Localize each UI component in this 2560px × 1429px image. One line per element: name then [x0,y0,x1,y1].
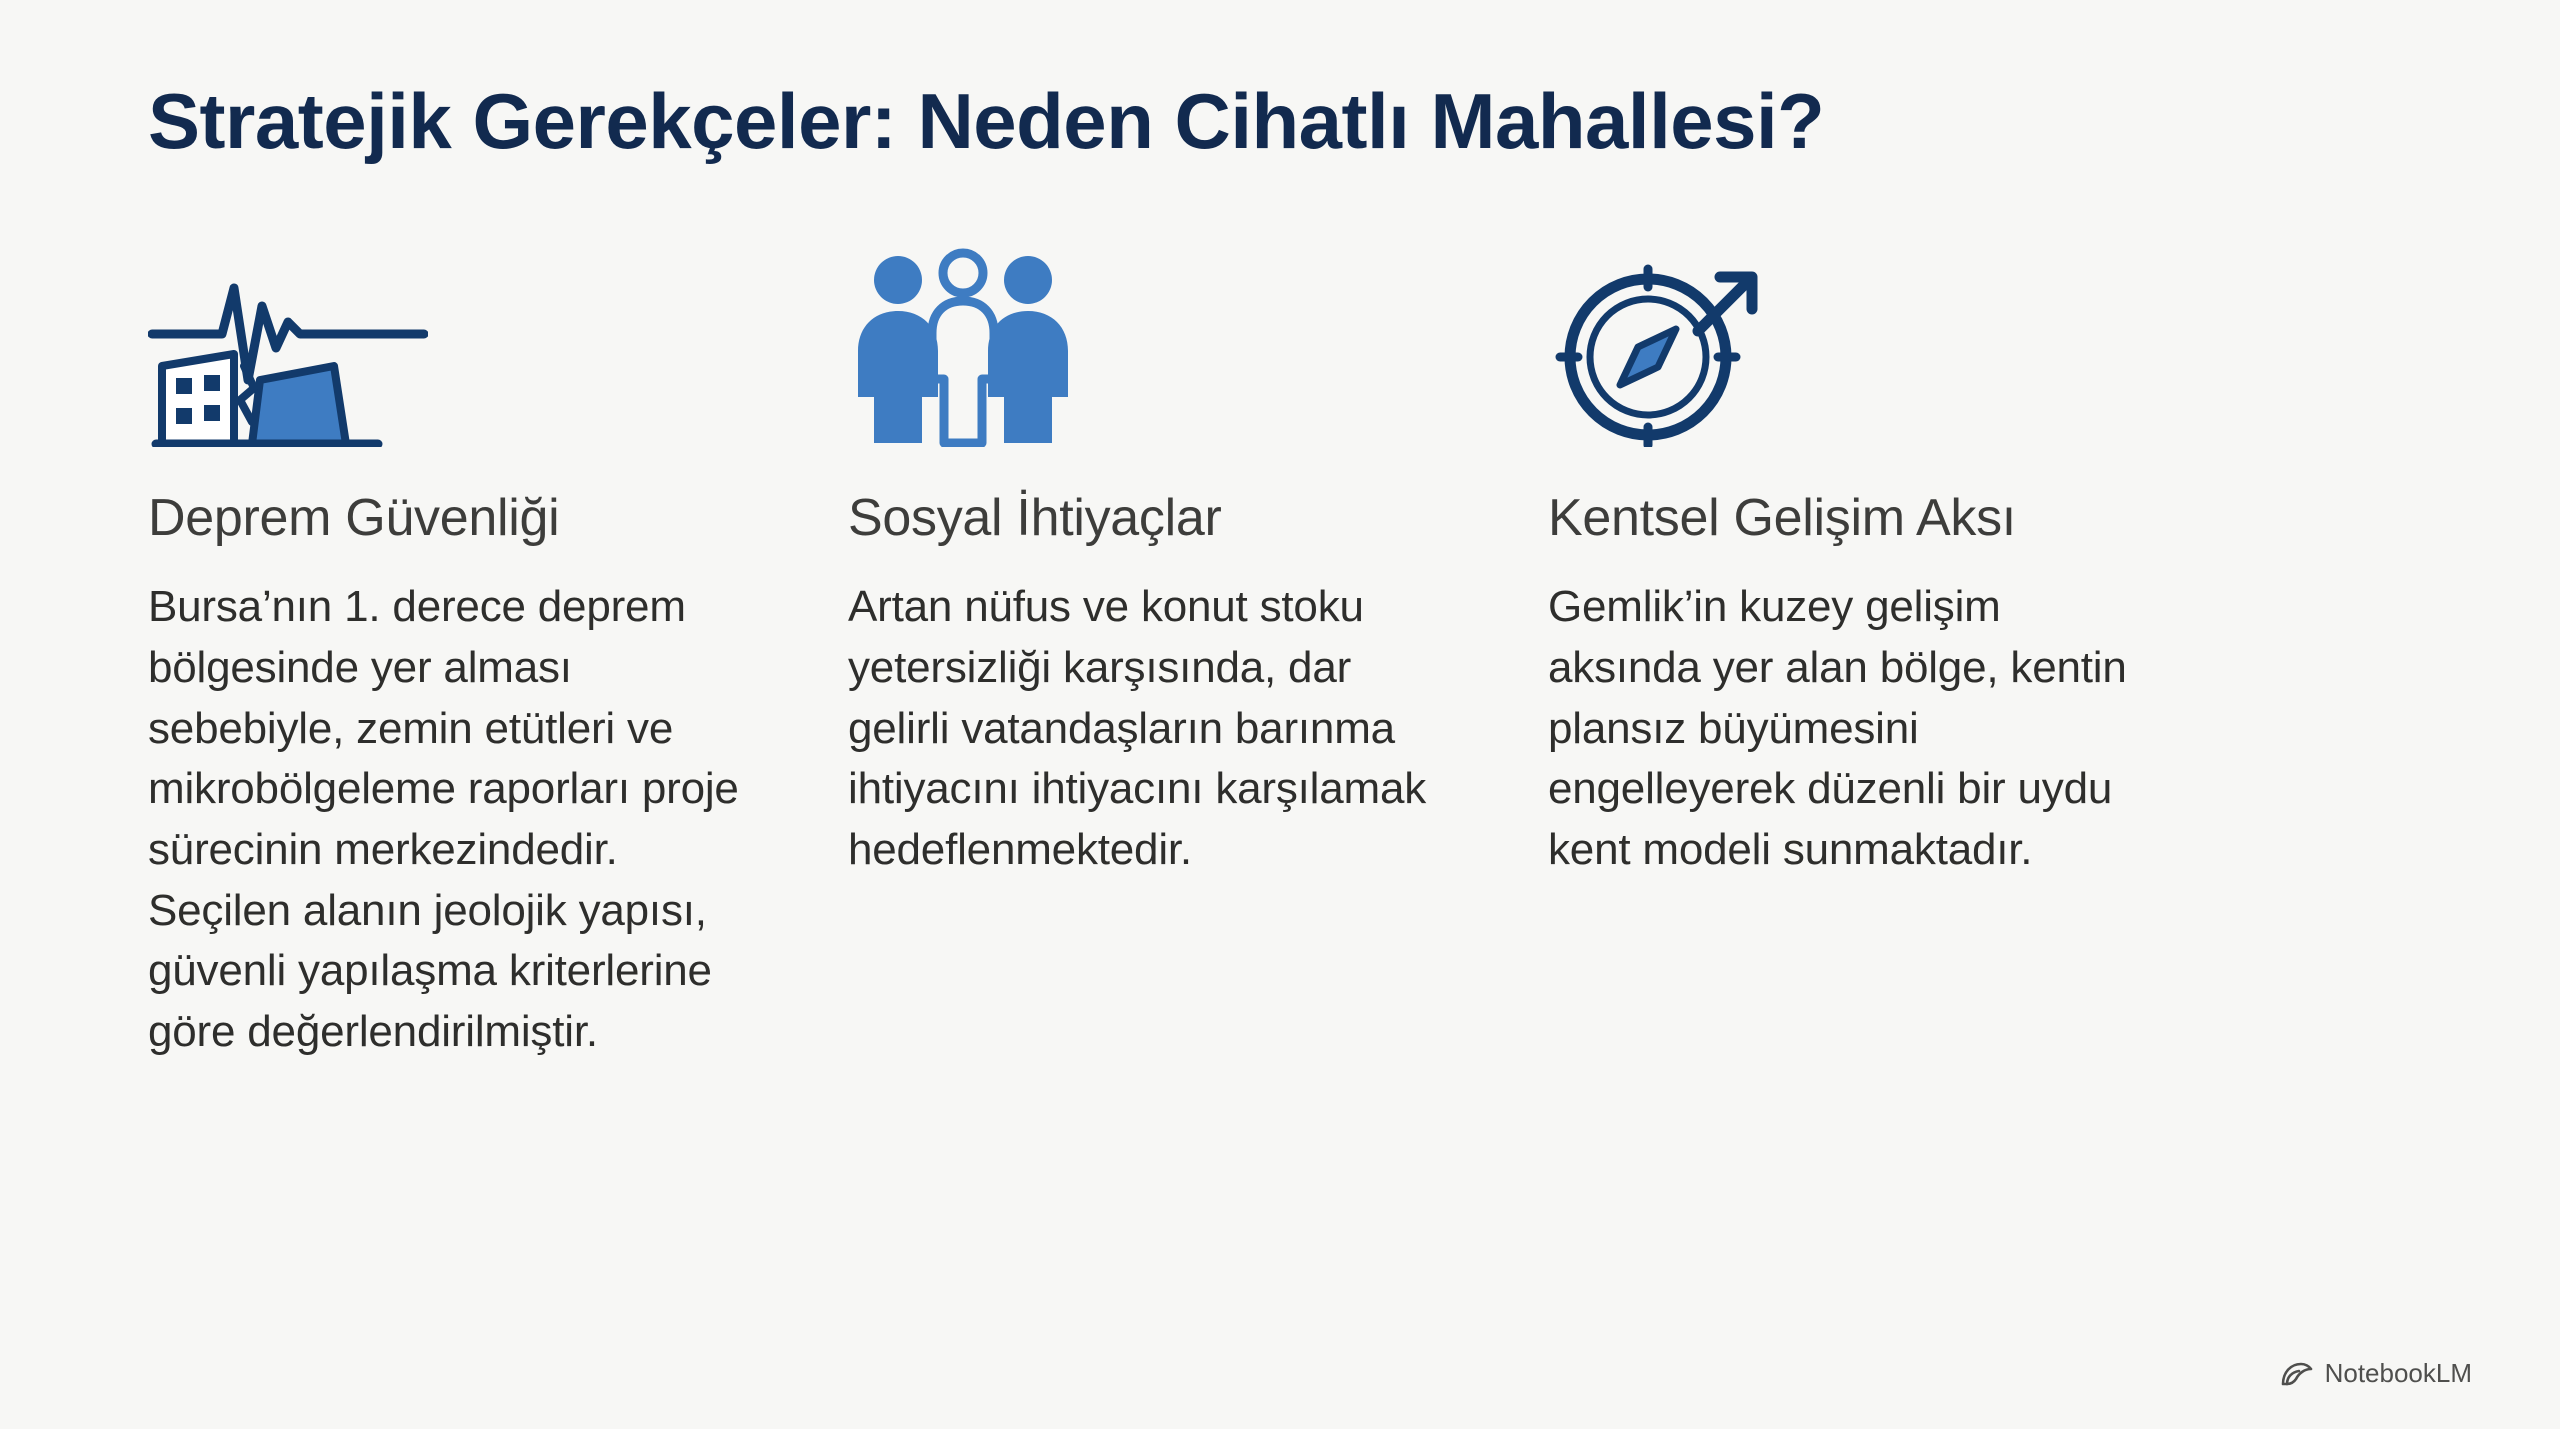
page-title: Stratejik Gerekçeler: Neden Cihatlı Mahallesi? [148,77,1825,165]
column-body: Gemlik’in kuzey gelişim aksında yer alan bölge, kentin plansız büyümesini engelleyerek düzenli bir uydu kent modeli sunmaktadır. [1548,582,2127,875]
column-kentsel-gelisim-aksi [1548,247,2248,880]
compass-growth-arrow-icon [1548,247,2158,447]
earthquake-building-seismograph-icon [148,247,758,447]
brand-label: NotebookLM [2324,1358,2472,1388]
column-title: Kentsel Gelişim Aksı [1548,489,2016,548]
footer-brand [2279,1358,2472,1389]
columns-container [148,247,2420,1063]
column-deprem-guvenligi [148,247,848,1063]
notebooklm-logo-icon [2279,1360,2313,1388]
column-title: Deprem Güvenliği [148,489,560,548]
column-body: Bursa’nın 1. derece deprem bölgesinde yer alması sebebiyle, zemin etütleri ve mikrobölgeleme raporları proje sürecinin merkezindedir. Seçilen alanın jeolojik yapısı, güvenli yapılaşma kriterlerine göre değerlendirilmiştir. [148,582,739,1057]
people-group-icon [848,247,1458,447]
column-sosyal-ihtiyaclar [848,247,1548,880]
column-body: Artan nüfus ve konut stoku yetersizliği karşısında, dar gelirli vatandaşların barınma ihtiyacını ihtiyacını karşılamak hedeflenmektedir. [848,582,1427,875]
column-title: Sosyal İhtiyaçlar [848,489,1222,548]
